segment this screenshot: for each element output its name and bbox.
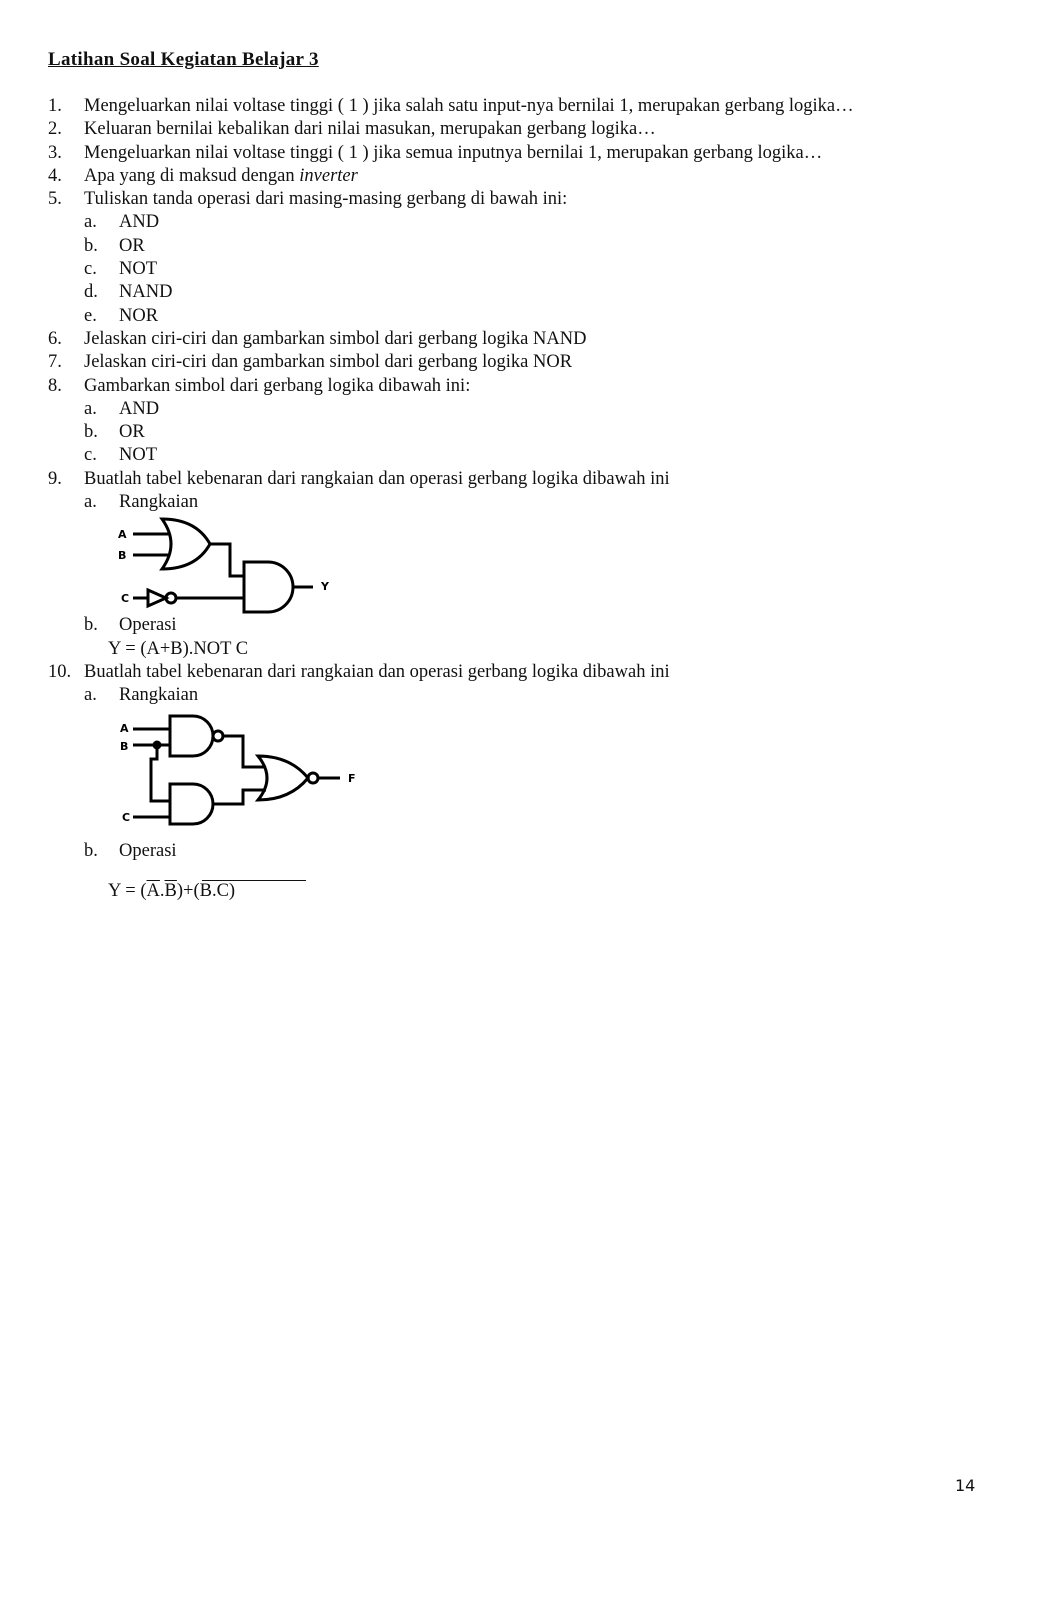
item-label: e. [84,305,97,326]
question-number: 7. [48,352,62,373]
formula-overline [202,880,306,881]
formula-prefix: Y = ( [108,880,147,901]
input-c-label: C [122,810,131,824]
circuit-diagram-9 [118,514,1008,614]
item-text: OR [119,422,145,443]
nand-gate [170,716,213,756]
not-bubble [166,593,176,603]
circuit-10-svg [118,712,368,840]
question-number: 4. [48,165,62,186]
nand-bubble [213,731,223,741]
item-text: Operasi [119,615,177,636]
item-label: b. [84,235,98,256]
question-5 [48,188,1008,211]
question-2 [48,118,1008,141]
item-text: NOT [119,259,158,280]
item-label: b. [84,422,98,443]
formula-10 [108,880,235,903]
item-text: NOR [119,305,159,326]
item-text: OR [119,235,145,256]
item-label: b. [84,840,98,861]
wire-nand-out [223,736,266,767]
question-5-item-b [48,235,1008,258]
item-label: d. [84,282,98,303]
question-text: Buatlah tabel kebenaran dari rangkaian dan operasi gerbang logika dibawah ini [84,468,670,489]
question-number: 3. [48,142,62,163]
question-text: Buatlah tabel kebenaran dari rangkaian dan operasi gerbang logika dibawah ini [84,661,670,682]
question-list [48,95,1008,908]
question-9 [48,468,1008,491]
question-number: 2. [48,119,62,140]
formula-9: Y = (A+B).NOT C [108,638,249,659]
output-y-label: Y [321,580,329,594]
item-text: NAND [119,282,173,303]
question-3 [48,142,1008,165]
input-a-label: A [118,528,127,542]
question-number: 5. [48,189,62,210]
question-7 [48,351,1008,374]
item-text: Rangkaian [119,492,199,513]
question-9-item-a [48,491,1008,514]
question-text [84,165,358,188]
question-5-item-d [48,281,1008,304]
question-9-item-b [48,614,1008,637]
formula-not-b: $\overline{B}$ [164,880,177,901]
item-label: c. [84,259,97,280]
question-8-item-b [48,421,1008,444]
question-10-formula [48,863,1008,908]
question-number: 9. [48,468,62,489]
item-text: Rangkaian [119,685,199,706]
page-title: Latihan Soal Kegiatan Belajar 3 [48,49,319,70]
item-text: AND [119,212,160,233]
question-8-item-c [48,444,1008,467]
and-gate [244,562,293,612]
question-5-item-e [48,305,1008,328]
item-label: a. [84,398,97,419]
question-text: Mengeluarkan nilai voltase tinggi ( 1 ) jika salah satu input-nya bernilai 1, merupakan gerbang logika… [84,96,854,116]
question-text: Gambarkan simbol dari gerbang logika dibawah ini: [84,375,471,396]
question-number: 8. [48,375,62,396]
input-a-label: A [120,721,129,735]
question-text: Keluaran bernilai kebalikan dari nilai masukan, merupakan gerbang logika… [84,119,656,140]
question-number: 1. [48,96,62,116]
wire-and-out [213,790,266,804]
item-label: a. [84,212,97,233]
question-text: Mengeluarkan nilai voltase tinggi ( 1 ) jika semua inputnya bernilai 1, merupakan gerbang logika… [84,142,823,163]
question-number: 6. [48,328,62,349]
question-8-item-a [48,398,1008,421]
item-text: AND [119,398,160,419]
question-6 [48,328,1008,351]
question-text: Tuliskan tanda operasi dari masing-masing gerbang di bawah ini: [84,189,568,210]
input-c-label: C [121,592,130,606]
question-text-main: Apa yang di maksud dengan [84,165,300,186]
question-text: Jelaskan ciri-ciri dan gambarkan simbol dari gerbang logika NAND [84,328,587,349]
item-label: a. [84,492,97,513]
formula-not-a: $\overline{A}$ [146,880,160,901]
item-text: Operasi [119,840,177,861]
input-b-label: B [120,739,129,753]
question-10 [48,661,1008,684]
and-gate [170,784,213,824]
circuit-9-svg [118,514,358,614]
question-10-item-b [48,840,1008,863]
formula-suffix: )+(B.C) [176,880,236,901]
input-b-label: B [118,549,127,563]
question-10-item-a [48,684,1008,707]
or-gate [162,519,210,569]
wire-b-branch [151,745,170,801]
wire-or-out [210,544,244,576]
question-5-item-a [48,211,1008,234]
item-label: a. [84,685,97,706]
circuit-diagram-10 [118,712,1008,840]
question-text: Jelaskan ciri-ciri dan gambarkan simbol dari gerbang logika NOR [84,352,573,373]
item-text: NOT [119,445,158,466]
nor-bubble [308,773,318,783]
question-1 [48,95,1008,118]
question-8 [48,375,1008,398]
output-f-label: F [348,771,356,785]
nor-gate [258,756,308,800]
question-number: 10. [48,661,72,682]
question-5-item-c [48,258,1008,281]
question-4 [48,165,1008,188]
item-label: b. [84,615,98,636]
question-9-formula [48,638,1008,661]
question-text-italic: inverter [299,165,358,186]
page-number: 14 [955,1476,976,1495]
not-gate [148,590,166,606]
formula-dot: . [159,880,165,901]
item-label: c. [84,445,97,466]
